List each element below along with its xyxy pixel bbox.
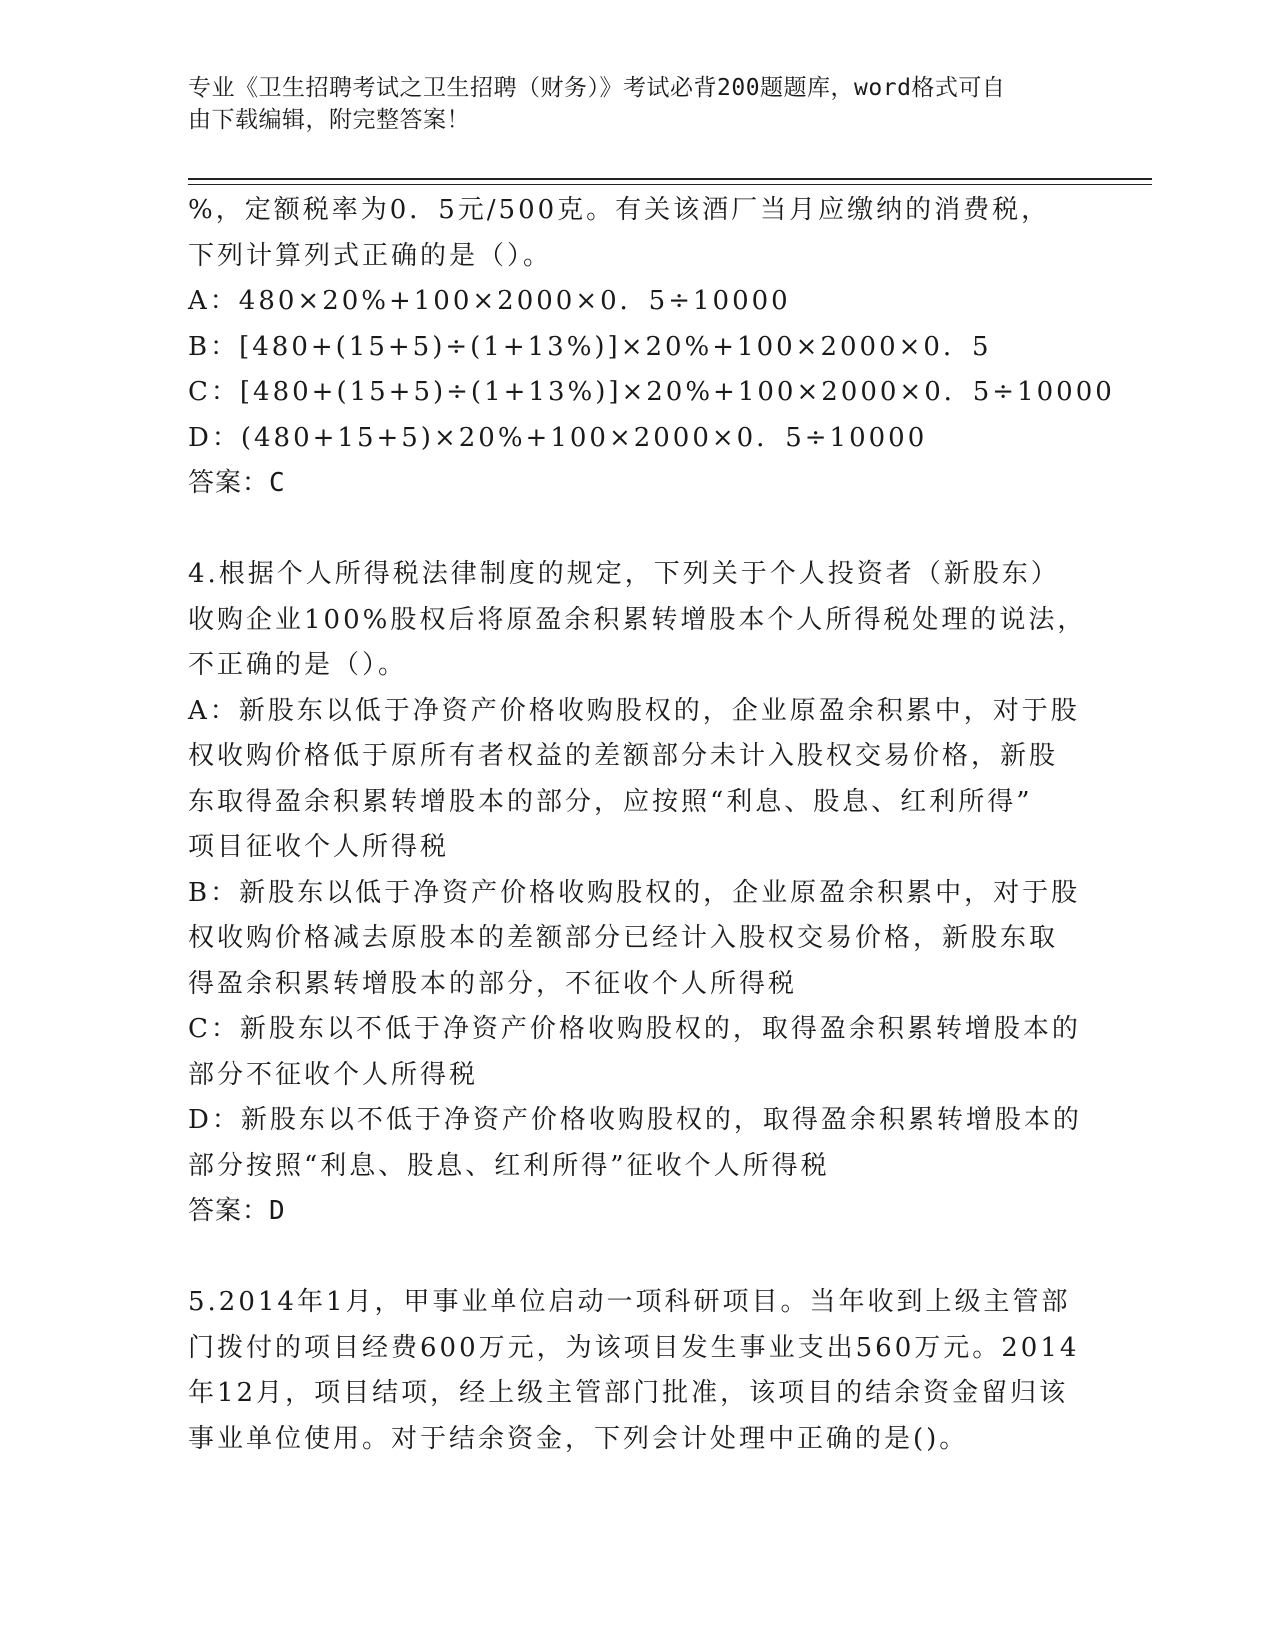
question-content [188, 188, 1115, 1462]
question-3-stem-1: %，定额税率为0．5元/500克。有关该酒厂当月应缴纳的消费税， [188, 195, 1051, 225]
question-4-stem-2: 收购企业100%股权后将原盈余积累转增股本个人所得税处理的说法， [188, 604, 1087, 635]
question-4-option-a-4: 项目征收个人所得税 [188, 832, 450, 862]
question-3-option-a: A：480×20%+100×2000×0．5÷10000 [188, 286, 791, 316]
spacer [188, 507, 1088, 553]
question-4-option-d-2: 部分按照“利息、股息、红利所得”征收个人所得税 [188, 1150, 830, 1181]
header-divider-thick [188, 178, 1152, 180]
header-divider-thin [188, 184, 1152, 185]
header-title-line-1: 专业《卫生招聘考试之卫生招聘（财务）》考试必背200题题库，word格式可自 [188, 75, 1006, 101]
question-4-option-a-2: 权收购价格低于原所有者权益的差额部分未计入股权交易价格，新股 [188, 741, 1059, 771]
question-5-stem-2: 门拨付的项目经费600万元，为该项目发生事业支出560万元。2014 [188, 1332, 1080, 1363]
question-4-answer: 答案：D [188, 1196, 286, 1226]
question-4-option-b-1: B：新股东以低于净资产价格收购股权的，企业原盈余积累中，对于股 [188, 877, 1081, 908]
question-4-stem-3: 不正确的是（）。 [188, 650, 408, 680]
header-title-line-2: 由下载编辑，附完整答案！ [188, 107, 470, 133]
document-header [188, 72, 1088, 136]
question-4-stem-1: 4.根据个人所得税法律制度的规定，下列关于个人投资者（新股东） [188, 559, 1060, 589]
spacer [188, 1235, 1088, 1281]
question-4-option-c-1: C：新股东以不低于净资产价格收购股权的，取得盈余积累转增股本的 [188, 1014, 1081, 1044]
question-3-answer: 答案：C [188, 468, 286, 498]
question-5 [188, 1280, 1088, 1462]
question-4-option-c-2: 部分不征收个人所得税 [188, 1059, 479, 1090]
question-3-stem-2: 下列计算列式正确的是（）。 [188, 240, 553, 271]
question-4-option-d-1: D：新股东以不低于净资产价格收购股权的，取得盈余积累转增股本的 [188, 1105, 1082, 1135]
question-4-option-b-2: 权收购价格减去原股本的差额部分已经计入股权交易价格，新股东取 [188, 923, 1059, 953]
question-3-option-b: B：[480+(15+5)÷(1+13%)]×20%+100×2000×0．5 [188, 331, 992, 362]
question-3-option-d: D：(480+15+5)×20%+100×2000×0．5÷10000 [188, 422, 928, 453]
question-4 [188, 552, 1088, 1235]
question-3-option-c: C：[480+(15+5)÷(1+13%)]×20%+100×2000×0．5÷10000 [188, 377, 1115, 407]
question-5-stem-1: 5.2014年1月，甲事业单位启动一项科研项目。当年收到上级主管部 [188, 1287, 1071, 1317]
question-3 [188, 188, 1115, 507]
question-5-stem-4: 事业单位使用。对于结余资金，下列会计处理中正确的是()。 [188, 1423, 969, 1454]
question-4-option-a-1: A：新股东以低于净资产价格收购股权的，企业原盈余积累中，对于股 [188, 695, 1080, 726]
question-4-option-a-3: 东取得盈余积累转增股本的部分，应按照“利息、股息、红利所得” [188, 786, 1033, 817]
question-5-stem-3: 年12月，项目结项，经上级主管部门批准，该项目的结余资金留归该 [188, 1378, 1069, 1408]
question-4-option-b-3: 得盈余积累转增股本的部分，不征收个人所得税 [188, 968, 798, 999]
